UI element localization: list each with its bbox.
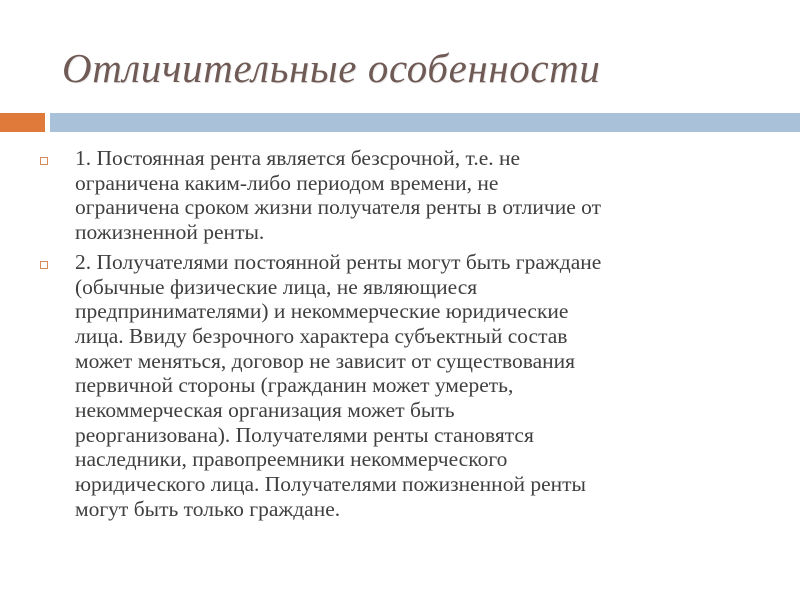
bullet-1-line: ограничена каким-либо периодом времени, не bbox=[75, 170, 499, 195]
bullet-2-line: первичной стороны (гражданин может умереть, bbox=[75, 373, 514, 398]
bullet-item-2 bbox=[40, 250, 760, 522]
bullet-2-line: реорганизована). Получателями ренты становятся bbox=[75, 422, 534, 447]
bullet-2-line: лица. Ввиду безрочного характера субъектный состав bbox=[75, 323, 568, 348]
bullet-item-1 bbox=[40, 146, 760, 245]
bullet-1-line: ограничена сроком жизни получателя ренты в отличие от bbox=[75, 195, 601, 220]
bullet-1-line: пожизненной ренты. bbox=[75, 220, 265, 245]
bullet-2-line: (обычные физические лица, не являющиеся bbox=[75, 274, 478, 299]
accent-bar-orange bbox=[0, 113, 45, 132]
bullet-text-2 bbox=[75, 250, 760, 522]
bullet-2-line: некоммерческая организация может быть bbox=[75, 398, 455, 423]
bullet-2-line: предпринимателями) и некоммерческие юридические bbox=[75, 299, 569, 324]
slide-content bbox=[40, 146, 760, 527]
square-bullet-icon bbox=[40, 261, 48, 269]
bullet-2-line: юридического лица. Получателями пожизненной ренты bbox=[75, 472, 586, 497]
bullet-2-line: может меняться, договор не зависит от существования bbox=[75, 348, 576, 373]
accent-bar-blue bbox=[50, 113, 800, 132]
bullet-text-1 bbox=[75, 146, 760, 245]
bullet-1-line: 1. Постоянная рента является безсрочной, т.е. не bbox=[75, 146, 521, 170]
slide-title: Отличительные особенности bbox=[62, 45, 601, 91]
bullet-2-line: наследники, правопреемники некоммерческого bbox=[75, 447, 508, 472]
square-bullet-icon bbox=[40, 157, 48, 165]
bullet-2-line: 2. Получателями постоянной ренты могут быть граждане bbox=[75, 249, 602, 274]
bullet-2-line: могут быть только граждане. bbox=[75, 496, 341, 521]
